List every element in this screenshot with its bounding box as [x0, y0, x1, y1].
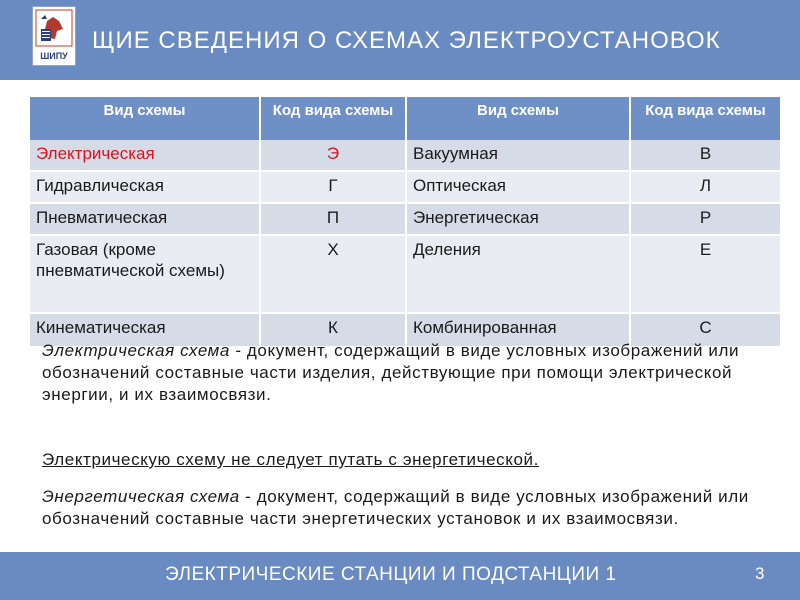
scheme-code-cell: К — [260, 313, 406, 347]
scheme-type-cell: Кинематическая — [30, 313, 260, 347]
scheme-code-cell: Э — [260, 140, 406, 171]
energy-scheme-definition — [42, 486, 762, 530]
scheme-types-table — [30, 97, 780, 348]
energy-scheme-term: Энергетическая схема — [42, 487, 240, 506]
scheme-code-cell: Л — [630, 171, 780, 203]
scheme-code-cell: Р — [630, 203, 780, 235]
scheme-code-cell: Е — [630, 235, 780, 313]
course-title: ЭЛЕКТРИЧЕСКИЕ СТАНЦИИ И ПОДСТАНЦИИ 1 — [165, 564, 617, 585]
column-header: Код вида схемы — [630, 97, 780, 140]
distinction-note: Электрическую схему не следует путать с энергетической. — [42, 450, 539, 469]
energy-scheme-text: - документ, содержащий в виде условных изображений или обозначений составные части энергетических установок и их взаимосвязи. — [42, 487, 749, 528]
scheme-type-cell: Пневматическая — [30, 203, 260, 235]
scheme-code-cell: П — [260, 203, 406, 235]
university-crest-icon — [32, 6, 76, 66]
scheme-code-cell: Х — [260, 235, 406, 313]
header-banner — [0, 0, 800, 80]
logo-text: ШИПУ — [40, 51, 68, 61]
table-row — [30, 203, 780, 235]
scheme-type-cell: Газовая (кроме пневматической схемы) — [30, 235, 260, 313]
table-row — [30, 140, 780, 171]
column-header: Вид схемы — [30, 97, 260, 140]
scheme-code-cell: В — [630, 140, 780, 171]
scheme-type-cell: Деления — [406, 235, 630, 313]
page-title: ЩИЕ СВЕДЕНИЯ О СХЕМАХ ЭЛЕКТРОУСТАНОВОК — [92, 27, 721, 54]
scheme-code-cell: С — [630, 313, 780, 347]
footer-banner — [0, 552, 800, 600]
electrical-scheme-term: Электрическая схема — [42, 341, 230, 360]
scheme-type-cell: Энергетическая — [406, 203, 630, 235]
column-header: Вид схемы — [406, 97, 630, 140]
scheme-type-cell: Вакуумная — [406, 140, 630, 171]
table-row — [30, 235, 780, 313]
column-header: Код вида схемы — [260, 97, 406, 140]
scheme-type-cell: Комбинированная — [406, 313, 630, 347]
table-row — [30, 171, 780, 203]
electrical-scheme-definition — [42, 340, 762, 406]
scheme-type-cell: Электрическая — [30, 140, 260, 171]
slide-number: 3 — [755, 564, 765, 583]
scheme-type-cell: Оптическая — [406, 171, 630, 203]
table-header-row — [30, 97, 780, 140]
scheme-type-cell: Гидравлическая — [30, 171, 260, 203]
electrical-scheme-text: - документ, содержащий в виде условных изображений или обозначений составные части изделия, действующие при помощи электрической энергии, и их взаимосвязи. — [42, 341, 740, 404]
scheme-code-cell: Г — [260, 171, 406, 203]
